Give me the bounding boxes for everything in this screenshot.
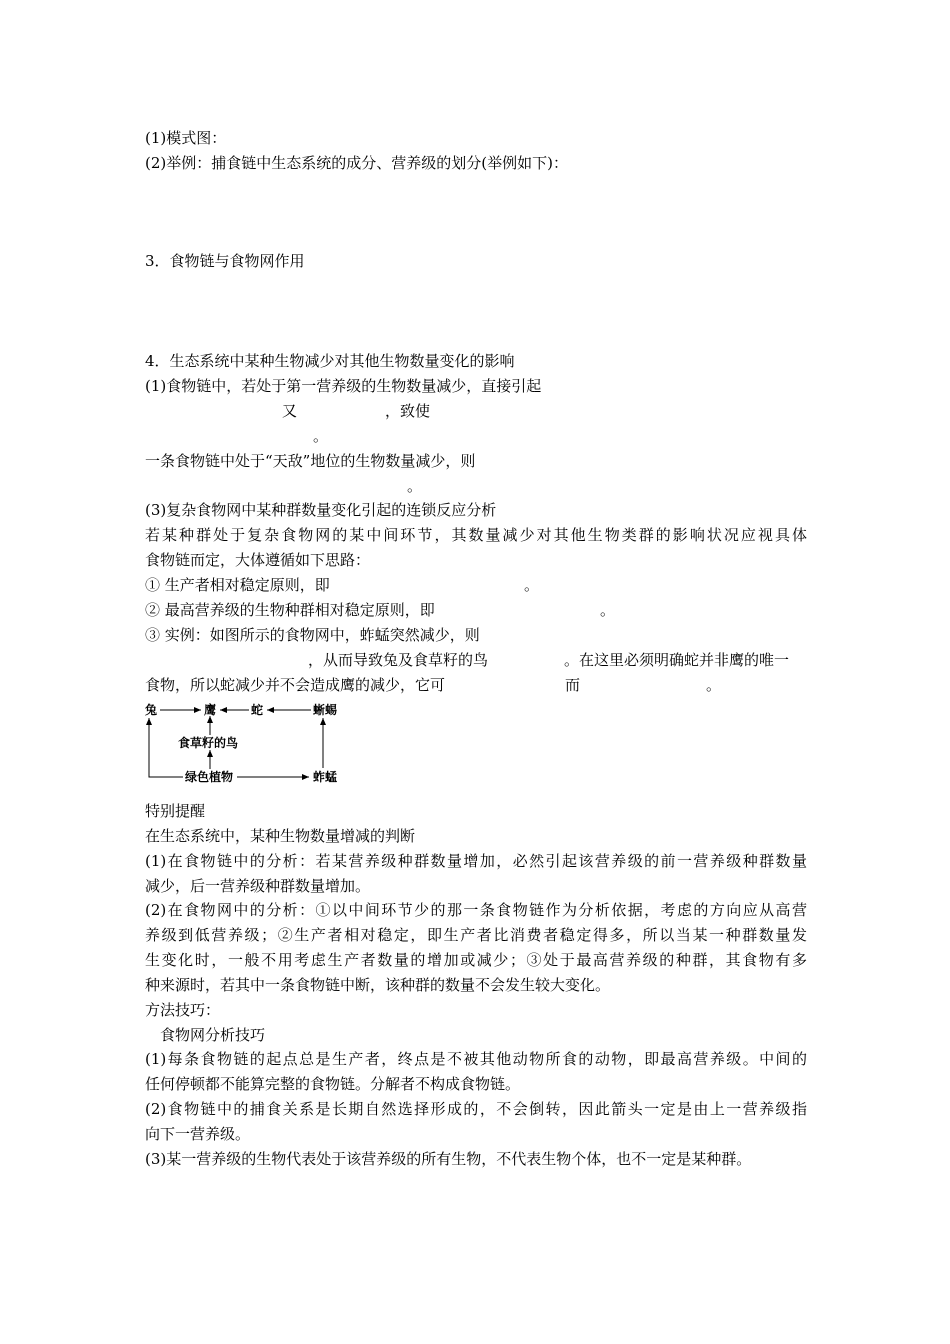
principle-1-end: 。 <box>524 576 540 594</box>
methods-p1-line2: 任何停顿都不能算完整的食物链。分解者不构成食物链。 <box>145 1075 521 1093</box>
section4-p2-a: 一条食物链中处于“天敌”地位的生物数量减少，则 <box>145 452 476 470</box>
tips-p1-line2: 减少，后一营养级种群数量增加。 <box>145 877 371 895</box>
section4-p1-end: 。 <box>313 427 329 445</box>
node-lizard: 蜥蜴 <box>313 703 338 717</box>
item-model-diagram: (1)模式图： <box>145 129 227 147</box>
section4-p3-line1: 若某种群处于复杂食物网的某中间环节，其数量减少对其他生物类群的影响状况应视具体 <box>145 526 807 544</box>
node-seed-bird: 食草籽的鸟 <box>178 736 239 750</box>
tips-title: 特别提醒 <box>145 802 206 820</box>
node-eagle: 鹰 <box>204 703 217 717</box>
section3-title: 3．食物链与食物网作用 <box>145 252 305 270</box>
tips-subtitle: 在生态系统中，某种生物数量增减的判断 <box>145 827 416 845</box>
methods-title: 方法技巧： <box>145 1001 221 1019</box>
tips-p1-line1: (1)在食物链中的分析：若某营养级种群数量增加，必然引起该营养级的前一营养级种群数量 <box>145 852 807 870</box>
food-web-diagram <box>143 700 353 790</box>
node-rabbit: 兔 <box>145 703 158 717</box>
tips-p2-line3: 生变化时，一般不用考虑生产者数量的增加或减少；③处于最高营养级的种群，其食物有多 <box>145 951 807 969</box>
tips-p2-line1: (2)在食物网中的分析：①以中间环节少的那一条食物链作为分析依据，考虑的方向应从高营 <box>145 901 807 919</box>
tips-p2-line2: 养级到低营养级；②生产者相对稳定，即生产者比消费者稳定得多，所以当某一种群数量发 <box>145 926 807 944</box>
node-green-plants: 绿色植物 <box>185 770 234 784</box>
example-line2-a: ，从而导致兔及食草籽的鸟 <box>308 651 489 669</box>
example-line1: ③ 实例：如图所示的食物网中，蚱蜢突然减少，则 <box>145 626 480 644</box>
methods-subtitle: 食物网分析技巧 <box>160 1026 266 1044</box>
section4-title: 4．生态系统中某种生物减少对其他生物数量变化的影响 <box>145 352 515 370</box>
methods-p3: (3)某一营养级的生物代表处于该营养级的所有生物，不代表生物个体，也不一定是某种群。 <box>145 1150 752 1168</box>
example-line3-c: 。 <box>706 676 722 694</box>
section4-p1-c: ，致使 <box>385 402 431 420</box>
principle-1: ① 生产者相对稳定原则，即 <box>145 576 330 594</box>
example-line3-a: 食物，所以蛇减少并不会造成鹰的减少，它可 <box>145 676 446 694</box>
tips-p2-line4: 种来源时，若其中一条食物链中断，该种群的数量不会发生较大变化。 <box>145 976 611 994</box>
node-grasshopper: 蚱蜢 <box>313 770 338 784</box>
section4-p2-end: 。 <box>407 477 423 495</box>
principle-2: ② 最高营养级的生物种群相对稳定原则，即 <box>145 601 435 619</box>
section4-p1-a: (1)食物链中，若处于第一营养级的生物数量减少，直接引起 <box>145 377 542 395</box>
methods-p1-line1: (1)每条食物链的起点总是生产者，终点是不被其他动物所食的动物，即最高营养级。中间的 <box>145 1050 807 1068</box>
node-snake: 蛇 <box>251 703 264 717</box>
example-line3-b: 而 <box>565 676 581 694</box>
section4-p1-b: 又 <box>282 402 298 420</box>
item-example: (2)举例：捕食链中生态系统的成分、营养级的划分(举例如下)： <box>145 154 568 172</box>
section4-p3-title: (3)复杂食物网中某种群数量变化引起的连锁反应分析 <box>145 501 497 519</box>
example-line2-b: 。在这里必须明确蛇并非鹰的唯一 <box>564 651 790 669</box>
principle-2-end: 。 <box>600 601 616 619</box>
methods-p2-line1: (2)食物链中的捕食关系是长期自然选择形成的，不会倒转，因此箭头一定是由上一营养级指 <box>145 1100 807 1118</box>
methods-p2-line2: 向下一营养级。 <box>145 1125 251 1143</box>
section4-p3-line2: 食物链而定，大体遵循如下思路： <box>145 551 371 569</box>
